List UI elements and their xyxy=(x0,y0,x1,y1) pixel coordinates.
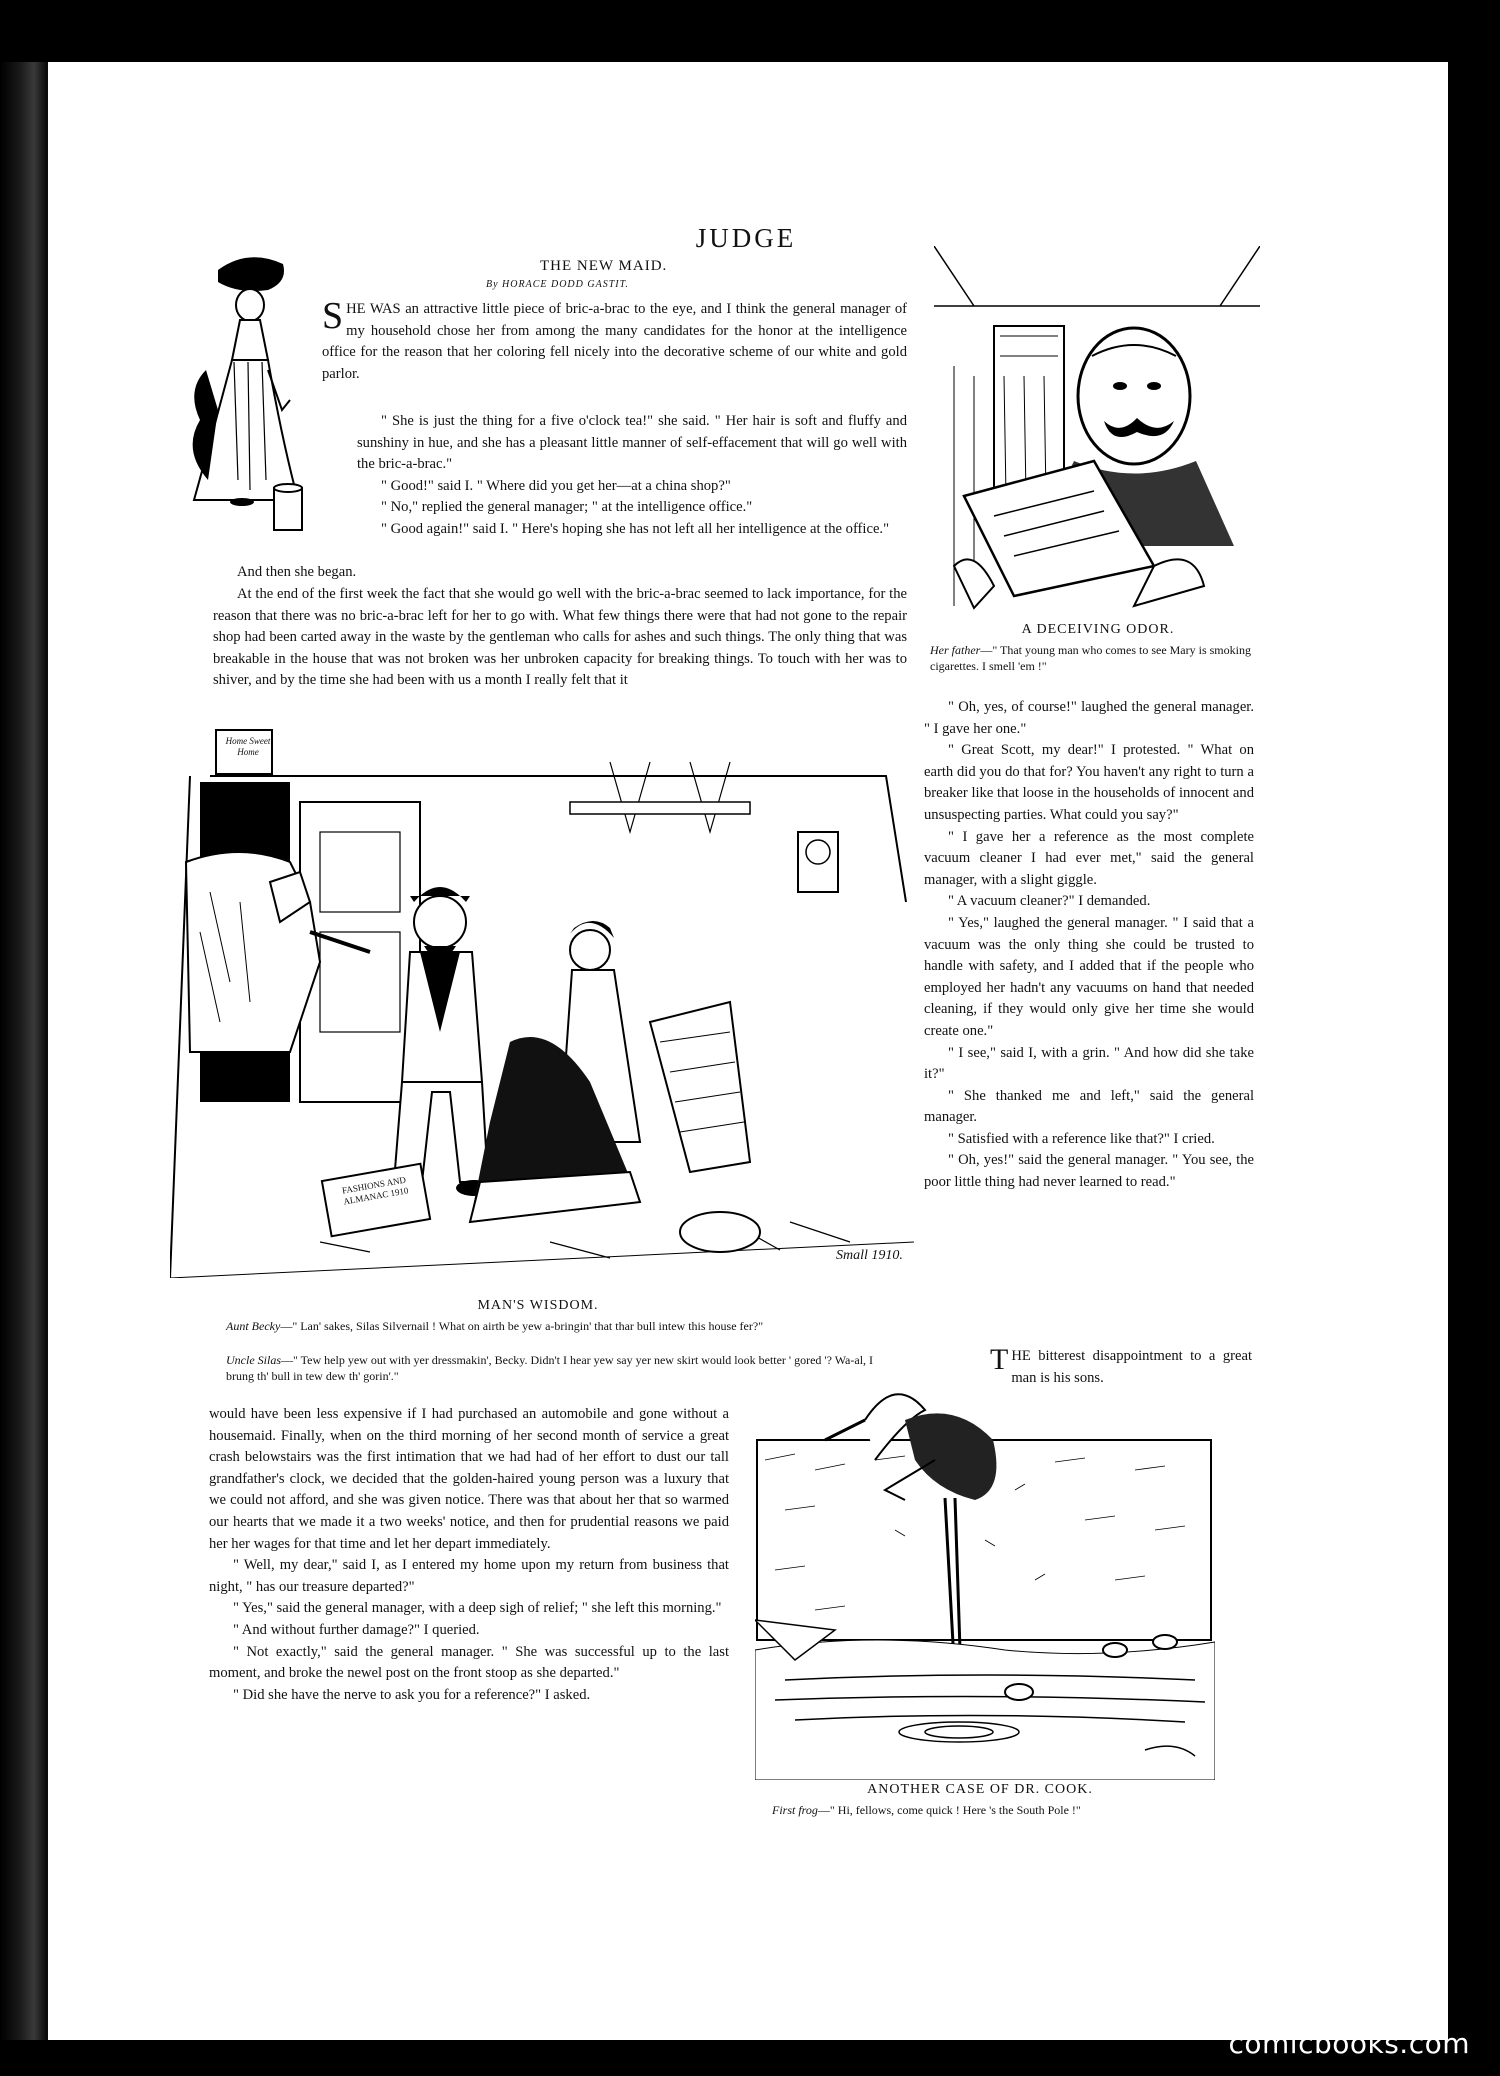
story-column-lower xyxy=(209,1404,729,1706)
story-paragraph: " Did she have the nerve to ask you for a reference?" I asked. xyxy=(233,1686,591,1703)
story-paragraph: " Good again!" said I. " Here's hoping she has not left all her intelligence at the office." xyxy=(381,520,890,537)
story-paragraph: " Yes," said the general manager, with a deep sigh of relief; " she left this morning." xyxy=(233,1600,722,1617)
story-paragraph: " And without further damage?" I queried. xyxy=(233,1621,480,1638)
story-middle-b xyxy=(213,584,907,692)
site-watermark: comicbooks.com xyxy=(1228,2027,1470,2060)
story-paragraph: would have been less expensive if I had purchased an automobile and gone without a housemaid. Finally, when on the third morning of her second month of service a great crash belowstairs was the first intimation that we had had of her effort to dust our tall grandfather's clock, we decided that the golden-haired young person was a luxury that we could not afford, and she was given notice. There was that about her that so warmed our hearts that we made it a two weeks' notice, and then for prudential reasons we paid her her wages for that time and let her depart immediately. xyxy=(209,1406,729,1552)
cook-line: —" Hi, fellows, come quick ! Here 's the South Pole !" xyxy=(817,1803,1081,1817)
artist-signature: Small 1910. xyxy=(836,1248,903,1263)
story-paragraph: " A vacuum cleaner?" I demanded. xyxy=(948,893,1151,910)
story-paragraph: " No," replied the general manager; " at the intelligence office." xyxy=(381,499,753,516)
odor-speaker: Her father xyxy=(930,643,981,657)
story-paragraph: " Satisfied with a reference like that?" I cried. xyxy=(948,1130,1215,1147)
wisdom-speaker-2: Uncle Silas xyxy=(226,1353,281,1367)
dropcap-t: T xyxy=(990,1343,1009,1376)
story-paragraph: And then she began. xyxy=(237,564,357,580)
story-paragraph: " Not exactly," said the general manager. " She was successful up to the last moment, and broke the newel post on the front stoop as she departed." xyxy=(209,1643,729,1682)
story-paragraph: " She is just the thing for a five o'clock tea!" she said. " Her hair is soft and fluffy and sunshiny in hue, and she has a pleasant little manner of self-effacement that will go well with the bric-a-brac." xyxy=(357,413,907,473)
story-paragraph: " Yes," laughed the general manager. " I said that a vacuum was the only thing she could be trusted to handle with safety, and I added that if the people who employed her hadn't any vacuums on hand that needed cleaning, if they would only give her time she would create one." xyxy=(924,914,1254,1039)
almanac-book-title: FASHIONS AND ALMANAC 1910 xyxy=(341,1174,410,1207)
story-paragraph: " Well, my dear," said I, as I entered my home upon my return from business that night, " has our treasure departed?" xyxy=(209,1557,729,1595)
story-paragraph: " I see," said I, with a grin. " And how did she take it?" xyxy=(924,1044,1254,1083)
story-paragraph: At the end of the first week the fact that she would go well with the bric-a-brac seemed to lack importance, for the reason that there was no bric-a-brac left for her to go with. What few things there were that had not gone to the repair shop had been carted away in the waste by the gentleman who calls for ashes and such things. The only thing that was breakable in the house that was not broken was her unbroken capacity for breaking things. To touch with her was to shiver, and by the time she had been with us a month I really felt that it xyxy=(213,586,907,689)
story-dialogue-upper xyxy=(357,411,907,541)
masthead: JUDGE xyxy=(695,223,797,253)
story-paragraph: " She thanked me and left," said the general manager. xyxy=(924,1087,1254,1126)
story-byline: By HORACE DODD GASTIT. xyxy=(486,279,629,290)
story-paragraph: " I gave her a reference as the most complete vacuum cleaner I had ever met," said the general manager, with a slight giggle. xyxy=(924,828,1254,888)
book-binding-edge xyxy=(0,62,48,2040)
story-middle xyxy=(213,562,907,584)
deceiving-odor-cartoon xyxy=(934,246,1260,614)
sign-text: Home Sweet Home xyxy=(225,736,271,757)
wisdom-caption-title: MAN'S WISDOM. xyxy=(477,1298,599,1313)
odor-caption xyxy=(930,642,1260,674)
wisdom-line-2: —" Tew help yew out with yer dressmakin', Becky. Didn't I hear yew say yer new skirt would look better ' gored '? Wa-al, I brung th' bull in tew dew th' gorin'." xyxy=(226,1353,874,1383)
wisdom-caption-1 xyxy=(226,1318,876,1334)
story-intro xyxy=(322,295,907,385)
dropcap-s: S xyxy=(322,295,344,337)
mans-wisdom-cartoon xyxy=(170,702,914,1278)
wisdom-line-1: —" Lan' sakes, Silas Silvernail ! What on airth be yew a-bringin' that thar bull intew this house fer?" xyxy=(280,1319,764,1333)
cook-caption xyxy=(772,1802,1212,1818)
odor-line: —" That young man who comes to see Mary is smoking cigarettes. I smell 'em !" xyxy=(930,643,1251,673)
story-paragraph: " Good!" said I. " Where did you get her—at a china shop?" xyxy=(381,477,731,494)
cook-caption-title: ANOTHER CASE OF DR. COOK. xyxy=(867,1782,1093,1797)
story-column-right xyxy=(924,697,1254,1194)
dr-cook-cartoon xyxy=(755,1380,1215,1780)
story-paragraph: " Oh, yes, of course!" laughed the general manager. " I gave her one." xyxy=(924,699,1254,737)
wisdom-speaker-1: Aunt Becky xyxy=(226,1319,281,1333)
odor-caption-title: A DECEIVING ODOR. xyxy=(1021,622,1175,637)
epigram-text: HE bitterest disappointment to a great man is his sons. xyxy=(1011,1348,1252,1386)
story-paragraph: HE WAS an attractive little piece of bric-a-brac to the eye, and I think the general manager of my household chose her from among the many candidates for the honor at the intelligence office for the reason that her coloring fell nicely into the decorative scheme of our white and gold parlor. xyxy=(322,301,907,382)
cook-speaker: First frog xyxy=(772,1803,818,1817)
story-paragraph: " Great Scott, my dear!" I protested. " What on earth did you do that for? You haven't any right to turn a breaker like that loose in the households of innocent and unsuspecting parties. What could you say?" xyxy=(924,742,1254,823)
story-paragraph: " Oh, yes!" said the general manager. " You see, the poor little thing had never learned to read." xyxy=(924,1152,1254,1191)
story-title: THE NEW MAID. xyxy=(540,258,668,274)
